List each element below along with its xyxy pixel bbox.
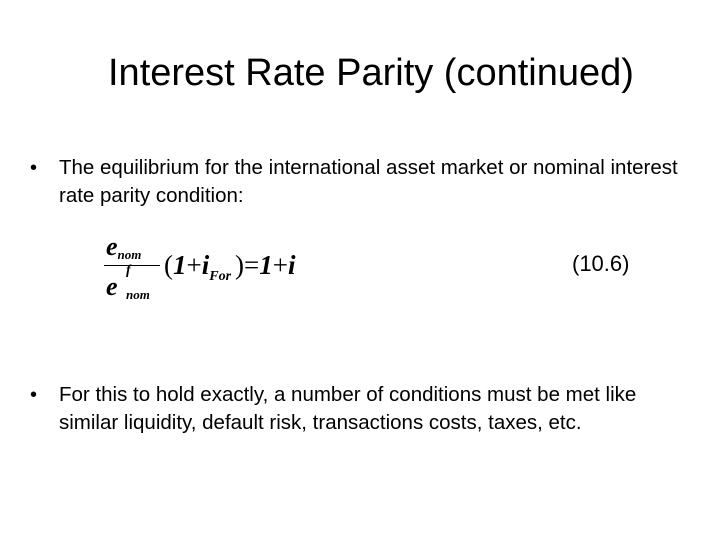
domestic-rate-var: i (288, 250, 296, 280)
exchange-rate-fraction (104, 232, 162, 308)
fraction-bar (104, 265, 160, 266)
equation-body (164, 249, 296, 293)
open-paren: ( (164, 250, 173, 280)
denominator-sup: f (126, 263, 131, 278)
bullet-icon: • (30, 384, 38, 406)
one-term-b: 1 (259, 250, 273, 280)
fraction-denominator (106, 263, 150, 302)
bullet-item-equilibrium (30, 154, 690, 210)
equals-sign: = (244, 250, 260, 280)
foreign-rate-sub: For (209, 269, 232, 284)
bullet-icon: • (30, 157, 38, 179)
one-term-a: 1 (173, 250, 187, 280)
bullet-item-conditions (30, 381, 690, 437)
denominator-var: e (106, 272, 118, 301)
close-paren: ) (235, 250, 245, 280)
numerator-var: e (106, 232, 118, 261)
plus-sign-b: + (272, 250, 289, 280)
numerator-sub: nom (117, 247, 142, 262)
equation-number: (10.6) (572, 251, 630, 276)
denominator-sub: nom (126, 287, 150, 302)
plus-sign-a: + (186, 250, 202, 280)
bullet-text: The equilibrium for the international asset market or nominal interest rate parity condition: (59, 156, 678, 207)
foreign-rate-var: i (201, 250, 210, 280)
slide-title: Interest Rate Parity (continued) (108, 52, 634, 94)
interest-parity-equation (104, 232, 364, 308)
bullet-text: For this to hold exactly, a number of conditions must be met like similar liquidity, default risk, transactions costs, taxes, etc. (59, 383, 637, 434)
